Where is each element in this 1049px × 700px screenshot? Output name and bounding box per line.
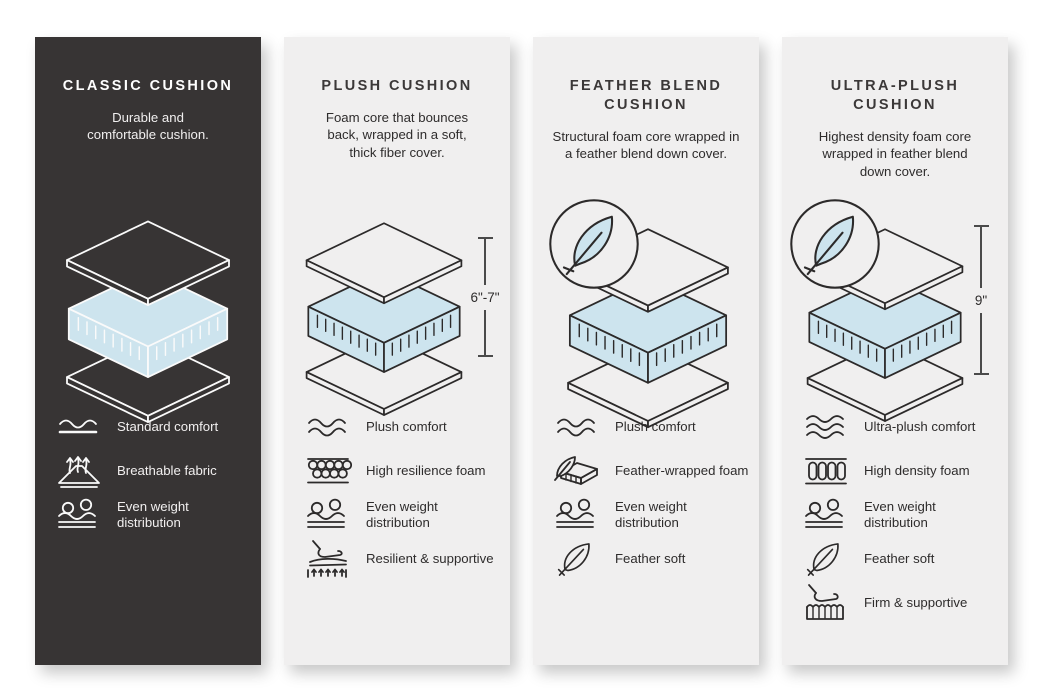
feature-row [802,581,1000,625]
waves-2-icon [304,411,352,443]
feature-row [55,449,253,493]
feature-row [304,537,502,581]
feature-row [802,405,1000,449]
feather-badge [788,197,882,291]
measure-line [980,227,982,288]
measurement-label: 6"-7" [470,289,500,305]
measure-line [484,310,486,356]
feature-label: Feather soft [615,550,686,566]
feature-label: Even weight distribution [117,498,189,530]
resilient-supportive-icon [304,539,352,579]
feature-row [802,537,1000,581]
even-weight-icon [55,498,103,532]
feature-label: Plush comfort [615,418,696,434]
even-weight-icon [802,498,850,532]
feature-row [55,493,253,537]
feature-list [553,405,751,581]
measurement-label: 9" [974,292,988,308]
measure-line [980,313,982,374]
foot-coils-icon [802,583,850,623]
feature-label: Breathable fabric [117,462,217,478]
feature-label: High resilience foam [366,462,486,478]
height-measurement [958,225,1004,375]
column-title: CLASSIC CUSHION [62,78,234,94]
column-description: Durable and comfortable cushion. [87,109,209,143]
feature-row [55,405,253,449]
column-description: Structural foam core wrapped in a feather blend down cover. [552,128,740,162]
feature-row [304,449,502,493]
feature-label: Resilient & supportive [366,550,494,566]
feature-list [802,405,1000,625]
feature-label: Feather soft [864,550,935,566]
density-foam-icon [802,455,850,487]
layered-cushion-diagram [58,215,238,424]
waves-3-icon [802,411,850,443]
feature-label: Firm & supportive [864,594,968,610]
feature-row [553,405,751,449]
feature-row [304,493,502,537]
feature-label: Even weight distribution [864,498,936,530]
feather-badge [547,197,641,291]
feature-row [802,493,1000,537]
layered-cushion-diagram [298,217,470,417]
feature-row [553,537,751,581]
even-weight-icon [304,498,352,532]
measure-cap-bottom [478,355,493,357]
feature-label: Standard comfort [117,418,219,434]
feather-icon [802,541,850,578]
column-plush-cushion [284,37,510,665]
measure-cap-bottom [974,373,989,375]
column-ultra-plush-cushion [782,37,1008,665]
height-measurement [462,237,508,357]
feature-list [55,405,253,537]
column-title: PLUSH CUSHION [321,78,473,94]
feature-label: Ultra-plush comfort [864,418,976,434]
column-description: Foam core that bounces back, wrapped in a soft, thick fiber cover. [325,109,469,160]
feature-label: Plush comfort [366,418,447,434]
feather-foam-icon [553,453,601,489]
feature-row [553,449,751,493]
resilience-foam-icon [304,455,352,487]
waves-2-icon [553,411,601,443]
measure-line [484,239,486,285]
column-title: ULTRA-PLUSH CUSHION [830,78,960,113]
column-description: Highest density foam core wrapped in feather blend down cover. [818,128,972,179]
feature-list [304,405,502,581]
feather-icon [553,541,601,578]
cushion-comparison-board [35,37,1008,665]
wave-straight-icon [55,411,103,443]
feature-row [553,493,751,537]
feather-icon [788,197,882,291]
feather-icon [547,197,641,291]
column-classic-cushion [35,37,261,665]
feature-label: High density foam [864,462,970,478]
even-weight-icon [553,498,601,532]
column-title: FEATHER BLEND CUSHION [569,78,723,113]
feature-label: Feather-wrapped foam [615,462,749,478]
feature-label: Even weight distribution [615,498,687,530]
feature-row [802,449,1000,493]
column-feather-blend-cushion [533,37,759,665]
feature-row [304,405,502,449]
feature-label: Even weight distribution [366,498,438,530]
breathable-icon [55,453,103,489]
